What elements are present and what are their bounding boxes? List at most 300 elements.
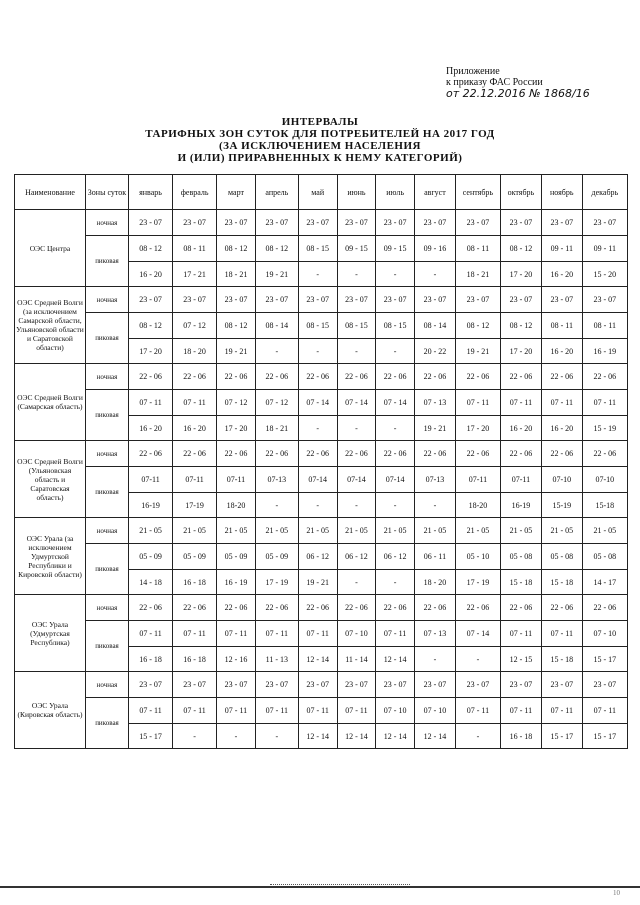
interval-cell: 07 - 14 <box>376 390 415 416</box>
title-line-3: (ЗА ИСКЛЮЧЕНИЕМ НАСЕЛЕНИЯ <box>219 140 421 152</box>
interval-cell: 23 - 07 <box>255 210 298 236</box>
interval-cell: 07 - 11 <box>298 698 337 724</box>
interval-cell: 22 - 06 <box>128 441 172 467</box>
interval-cell: 14 - 17 <box>582 570 627 595</box>
interval-cell: 16 - 20 <box>173 416 217 441</box>
interval-cell: 17 - 21 <box>173 262 217 287</box>
interval-cell: 08 - 12 <box>217 236 256 262</box>
interval-cell: 22 - 06 <box>337 441 376 467</box>
interval-cell: 23 - 07 <box>455 287 500 313</box>
interval-cell: 23 - 07 <box>541 287 582 313</box>
interval-cell: 18 - 20 <box>173 339 217 364</box>
interval-cell: 07 - 12 <box>217 390 256 416</box>
document-title <box>0 116 640 164</box>
interval-cell: 12 - 14 <box>298 647 337 672</box>
interval-cell: 08 - 12 <box>128 236 172 262</box>
header-cell: март <box>217 175 256 210</box>
interval-cell: 16 - 18 <box>500 724 541 749</box>
bottom-dotted-rule <box>270 884 410 885</box>
bottom-rule <box>0 886 640 888</box>
interval-cell: 22 - 06 <box>217 595 256 621</box>
interval-cell: 05 - 08 <box>582 544 627 570</box>
interval-cell: 23 - 07 <box>217 210 256 236</box>
interval-cell: 07-11 <box>500 467 541 493</box>
interval-cell: 16 - 20 <box>128 416 172 441</box>
zone-night: ночная <box>85 441 128 467</box>
interval-cell: 22 - 06 <box>173 364 217 390</box>
interval-cell: 07-11 <box>455 467 500 493</box>
interval-cell: 07 - 11 <box>541 390 582 416</box>
interval-cell: 16 - 20 <box>500 416 541 441</box>
interval-cell: - <box>376 493 415 518</box>
interval-cell: 08 - 11 <box>173 236 217 262</box>
header-cell: ноябрь <box>541 175 582 210</box>
interval-cell: 17 - 20 <box>500 339 541 364</box>
region-name: ОЭС Урала (Кировская область) <box>15 672 86 749</box>
interval-cell: 21 - 05 <box>541 518 582 544</box>
interval-cell: 17 - 19 <box>255 570 298 595</box>
interval-cell: 22 - 06 <box>337 595 376 621</box>
header-cell: октябрь <box>500 175 541 210</box>
interval-cell: 22 - 06 <box>582 441 627 467</box>
header-cell: декабрь <box>582 175 627 210</box>
interval-cell: 22 - 06 <box>582 364 627 390</box>
region-name: ОЭС Центра <box>15 210 86 287</box>
interval-cell: - <box>298 262 337 287</box>
interval-cell: 23 - 07 <box>298 287 337 313</box>
table-row <box>15 467 628 493</box>
header-cell: февраль <box>173 175 217 210</box>
interval-cell: 07 - 11 <box>173 390 217 416</box>
table-row <box>15 236 628 262</box>
interval-cell: 15 - 18 <box>500 570 541 595</box>
interval-cell: 16 - 18 <box>173 647 217 672</box>
interval-cell: 21 - 05 <box>128 518 172 544</box>
interval-cell: 08 - 12 <box>217 313 256 339</box>
zone-peak: пиковая <box>85 390 128 441</box>
interval-cell: 06 - 11 <box>414 544 455 570</box>
interval-cell: 07 - 12 <box>173 313 217 339</box>
interval-cell: 21 - 05 <box>298 518 337 544</box>
interval-cell: 21 - 05 <box>500 518 541 544</box>
interval-cell: 05 - 08 <box>500 544 541 570</box>
interval-cell: 07 - 11 <box>337 698 376 724</box>
interval-cell: 23 - 07 <box>337 210 376 236</box>
region-name: ОЭС Средней Волги (Самарская область) <box>15 364 86 441</box>
interval-cell: 23 - 07 <box>455 210 500 236</box>
interval-cell: - <box>337 339 376 364</box>
interval-cell: - <box>337 493 376 518</box>
interval-cell: 21 - 05 <box>455 518 500 544</box>
interval-cell: 22 - 06 <box>541 364 582 390</box>
interval-cell: 23 - 07 <box>337 287 376 313</box>
annex-line-2: к приказу ФАС России <box>446 77 543 88</box>
interval-cell: 07 - 11 <box>500 698 541 724</box>
interval-cell: 08 - 12 <box>455 313 500 339</box>
interval-cell: 18 - 20 <box>414 570 455 595</box>
header-cell: сентябрь <box>455 175 500 210</box>
table-row <box>15 518 628 544</box>
table-row <box>15 672 628 698</box>
interval-cell: 23 - 07 <box>500 672 541 698</box>
interval-cell: 08 - 12 <box>128 313 172 339</box>
interval-cell: 23 - 07 <box>173 287 217 313</box>
interval-cell: 06 - 12 <box>298 544 337 570</box>
header-cell: август <box>414 175 455 210</box>
title-line-4: И (ИЛИ) ПРИРАВНЕННЫХ К НЕМУ КАТЕГОРИЙ) <box>177 152 463 164</box>
interval-cell: 21 - 05 <box>255 518 298 544</box>
interval-cell: 19 - 21 <box>298 570 337 595</box>
interval-cell: - <box>414 493 455 518</box>
interval-cell: - <box>337 262 376 287</box>
zone-peak: пиковая <box>85 544 128 595</box>
zone-night: ночная <box>85 518 128 544</box>
interval-cell: 22 - 06 <box>376 441 415 467</box>
interval-cell: 07 - 10 <box>414 698 455 724</box>
interval-cell: 08 - 12 <box>255 236 298 262</box>
interval-cell: - <box>414 647 455 672</box>
interval-cell: 08 - 15 <box>298 236 337 262</box>
interval-cell: 07-11 <box>128 467 172 493</box>
table-row <box>15 364 628 390</box>
interval-cell: 15 - 17 <box>541 724 582 749</box>
interval-cell: 07-14 <box>376 467 415 493</box>
interval-cell: 07 - 11 <box>455 390 500 416</box>
interval-cell: 22 - 06 <box>455 441 500 467</box>
interval-cell: - <box>217 724 256 749</box>
interval-cell: 22 - 06 <box>337 364 376 390</box>
interval-cell: 08 - 14 <box>255 313 298 339</box>
interval-cell: 07 - 10 <box>337 621 376 647</box>
interval-cell: 06 - 12 <box>337 544 376 570</box>
header-cell: апрель <box>255 175 298 210</box>
interval-cell: 07 - 11 <box>217 621 256 647</box>
interval-cell: 21 - 05 <box>414 518 455 544</box>
interval-cell: 18 - 21 <box>255 416 298 441</box>
interval-cell: 12 - 15 <box>500 647 541 672</box>
interval-cell: 22 - 06 <box>541 441 582 467</box>
interval-cell: 23 - 07 <box>414 672 455 698</box>
interval-cell: - <box>414 262 455 287</box>
interval-cell: 15 - 18 <box>541 570 582 595</box>
interval-cell: - <box>255 493 298 518</box>
interval-cell: 07 - 14 <box>298 390 337 416</box>
table-row <box>15 544 628 570</box>
interval-cell: - <box>376 339 415 364</box>
interval-cell: - <box>255 724 298 749</box>
interval-cell: 23 - 07 <box>128 287 172 313</box>
interval-cell: 07 - 11 <box>217 698 256 724</box>
interval-cell: 22 - 06 <box>217 364 256 390</box>
zone-night: ночная <box>85 672 128 698</box>
interval-cell: 23 - 07 <box>582 672 627 698</box>
interval-cell: 18-20 <box>455 493 500 518</box>
interval-cell: 16 - 19 <box>582 339 627 364</box>
interval-cell: 06 - 12 <box>376 544 415 570</box>
interval-cell: 15 - 17 <box>582 724 627 749</box>
interval-cell: 22 - 06 <box>414 441 455 467</box>
interval-cell: 09 - 15 <box>337 236 376 262</box>
interval-cell: 16 - 20 <box>541 416 582 441</box>
interval-cell: 07 - 11 <box>173 621 217 647</box>
interval-cell: 23 - 07 <box>255 672 298 698</box>
interval-cell: 05 - 08 <box>541 544 582 570</box>
interval-cell: 23 - 07 <box>500 287 541 313</box>
interval-cell: 22 - 06 <box>128 595 172 621</box>
zone-night: ночная <box>85 364 128 390</box>
interval-cell: 07-13 <box>255 467 298 493</box>
interval-cell: 20 - 22 <box>414 339 455 364</box>
interval-cell: 23 - 07 <box>128 210 172 236</box>
interval-cell: 16 - 18 <box>173 570 217 595</box>
interval-cell: 22 - 06 <box>298 364 337 390</box>
interval-cell: 22 - 06 <box>500 364 541 390</box>
interval-cell: 18-20 <box>217 493 256 518</box>
header-cell: июнь <box>337 175 376 210</box>
interval-cell: 23 - 07 <box>298 210 337 236</box>
table-row <box>15 287 628 313</box>
interval-cell: 18 - 21 <box>455 262 500 287</box>
interval-cell: 07 - 11 <box>541 698 582 724</box>
interval-cell: 09 - 15 <box>376 236 415 262</box>
interval-cell: 22 - 06 <box>376 595 415 621</box>
interval-cell: - <box>455 724 500 749</box>
interval-cell: 23 - 07 <box>298 672 337 698</box>
interval-cell: - <box>337 570 376 595</box>
interval-cell: 07-13 <box>414 467 455 493</box>
interval-cell: 07 - 11 <box>255 621 298 647</box>
interval-cell: 07 - 12 <box>255 390 298 416</box>
interval-cell: 07 - 13 <box>414 621 455 647</box>
interval-cell: 05 - 09 <box>255 544 298 570</box>
interval-cell: 05 - 10 <box>455 544 500 570</box>
interval-cell: 19 - 21 <box>217 339 256 364</box>
interval-cell: - <box>255 339 298 364</box>
header-cell: май <box>298 175 337 210</box>
interval-cell: 23 - 07 <box>255 287 298 313</box>
interval-cell: 23 - 07 <box>455 672 500 698</box>
interval-cell: 09 - 16 <box>414 236 455 262</box>
interval-cell: 08 - 14 <box>414 313 455 339</box>
interval-cell: 23 - 07 <box>217 672 256 698</box>
title-line-2: ТАРИФНЫХ ЗОН СУТОК ДЛЯ ПОТРЕБИТЕЛЕЙ НА 2017 ГОД <box>145 128 495 140</box>
interval-cell: 14 - 18 <box>128 570 172 595</box>
interval-cell: 12 - 16 <box>217 647 256 672</box>
interval-cell: 07 - 11 <box>376 621 415 647</box>
interval-cell: 21 - 05 <box>582 518 627 544</box>
region-name: ОЭС Урала (Удмуртская Республика) <box>15 595 86 672</box>
title-line-1: ИНТЕРВАЛЫ <box>281 116 359 128</box>
header-cell: январь <box>128 175 172 210</box>
interval-cell: 07 - 10 <box>376 698 415 724</box>
interval-cell: 15 - 19 <box>582 416 627 441</box>
region-name: ОЭС Средней Волги (за исключением Самарской области, Ульяновской области и Саратовской области) <box>15 287 86 364</box>
header-cell: Наименование <box>15 175 86 210</box>
interval-cell: 08 - 11 <box>541 313 582 339</box>
interval-cell: 22 - 06 <box>298 441 337 467</box>
interval-cell: 15-18 <box>582 493 627 518</box>
interval-cell: 07 - 11 <box>455 698 500 724</box>
interval-cell: 05 - 09 <box>128 544 172 570</box>
interval-cell: 21 - 05 <box>173 518 217 544</box>
interval-cell: 23 - 07 <box>541 672 582 698</box>
zone-peak: пиковая <box>85 698 128 749</box>
interval-cell: 22 - 06 <box>217 441 256 467</box>
interval-cell: 16 - 19 <box>217 570 256 595</box>
interval-cell: 16 - 20 <box>128 262 172 287</box>
interval-cell: 12 - 14 <box>376 724 415 749</box>
interval-cell: 19 - 21 <box>414 416 455 441</box>
zone-night: ночная <box>85 595 128 621</box>
interval-cell: 23 - 07 <box>500 210 541 236</box>
interval-cell: 15 - 20 <box>582 262 627 287</box>
zone-night: ночная <box>85 210 128 236</box>
interval-cell: 07-10 <box>541 467 582 493</box>
interval-cell: 22 - 06 <box>455 364 500 390</box>
interval-cell: 23 - 07 <box>173 672 217 698</box>
interval-cell: 08 - 15 <box>298 313 337 339</box>
interval-cell: 15 - 18 <box>541 647 582 672</box>
interval-cell: 07-10 <box>582 467 627 493</box>
interval-cell: - <box>376 570 415 595</box>
interval-cell: 22 - 06 <box>500 441 541 467</box>
interval-cell: 16 - 20 <box>541 339 582 364</box>
interval-cell: 17 - 19 <box>455 570 500 595</box>
interval-cell: 22 - 06 <box>582 595 627 621</box>
interval-cell: 07 - 11 <box>582 390 627 416</box>
annex-line-3: от 22.12.2016 № 1868/16 <box>446 87 590 100</box>
interval-cell: 07-11 <box>217 467 256 493</box>
tariff-zones-table <box>14 174 628 749</box>
interval-cell: 05 - 09 <box>173 544 217 570</box>
interval-cell: 07 - 11 <box>500 621 541 647</box>
interval-cell: 16-19 <box>500 493 541 518</box>
interval-cell: 11 - 13 <box>255 647 298 672</box>
interval-cell: 23 - 07 <box>582 287 627 313</box>
interval-cell: 07 - 11 <box>128 390 172 416</box>
interval-cell: 07 - 10 <box>582 621 627 647</box>
interval-cell: 22 - 06 <box>455 595 500 621</box>
interval-cell: 09 - 11 <box>541 236 582 262</box>
interval-cell: 07-14 <box>298 467 337 493</box>
interval-cell: 12 - 14 <box>298 724 337 749</box>
table-row <box>15 313 628 339</box>
interval-cell: - <box>298 339 337 364</box>
interval-cell: 08 - 15 <box>337 313 376 339</box>
interval-cell: 22 - 06 <box>414 595 455 621</box>
interval-cell: 22 - 06 <box>541 595 582 621</box>
interval-cell: 19 - 21 <box>255 262 298 287</box>
interval-cell: 15 - 17 <box>582 647 627 672</box>
interval-cell: 22 - 06 <box>255 364 298 390</box>
interval-cell: 08 - 15 <box>376 313 415 339</box>
interval-cell: 08 - 11 <box>455 236 500 262</box>
interval-cell: 23 - 07 <box>173 210 217 236</box>
interval-cell: 17 - 20 <box>455 416 500 441</box>
interval-cell: 23 - 07 <box>376 287 415 313</box>
interval-cell: 22 - 06 <box>414 364 455 390</box>
interval-cell: 08 - 12 <box>500 313 541 339</box>
interval-cell: 16 - 20 <box>541 262 582 287</box>
interval-cell: 22 - 06 <box>298 595 337 621</box>
interval-cell: 17-19 <box>173 493 217 518</box>
interval-cell: 15 - 17 <box>128 724 172 749</box>
interval-cell: 23 - 07 <box>541 210 582 236</box>
interval-cell: 23 - 07 <box>376 210 415 236</box>
interval-cell: 07 - 11 <box>298 621 337 647</box>
header-cell: Зоны суток <box>85 175 128 210</box>
interval-cell: 07-11 <box>173 467 217 493</box>
interval-cell: 07-14 <box>337 467 376 493</box>
interval-cell: - <box>337 416 376 441</box>
zone-peak: пиковая <box>85 467 128 518</box>
interval-cell: 07 - 11 <box>541 621 582 647</box>
interval-cell: 07 - 13 <box>414 390 455 416</box>
interval-cell: 22 - 06 <box>500 595 541 621</box>
interval-cell: 23 - 07 <box>376 672 415 698</box>
interval-cell: 08 - 12 <box>500 236 541 262</box>
interval-cell: 22 - 06 <box>376 364 415 390</box>
interval-cell: 21 - 05 <box>376 518 415 544</box>
table-row <box>15 390 628 416</box>
interval-cell: 22 - 06 <box>128 364 172 390</box>
interval-cell: 22 - 06 <box>255 441 298 467</box>
interval-cell: 23 - 07 <box>128 672 172 698</box>
header-cell: июль <box>376 175 415 210</box>
interval-cell: 15-19 <box>541 493 582 518</box>
interval-cell: 22 - 06 <box>173 595 217 621</box>
interval-cell: 23 - 07 <box>414 287 455 313</box>
header-row <box>15 175 628 210</box>
interval-cell: 17 - 20 <box>128 339 172 364</box>
interval-cell: 08 - 11 <box>582 313 627 339</box>
interval-cell: 23 - 07 <box>582 210 627 236</box>
interval-cell: 05 - 09 <box>217 544 256 570</box>
table-row <box>15 621 628 647</box>
zone-night: ночная <box>85 287 128 313</box>
interval-cell: 21 - 05 <box>217 518 256 544</box>
interval-cell: 07 - 11 <box>582 698 627 724</box>
interval-cell: 12 - 14 <box>337 724 376 749</box>
region-name: ОЭС Урала (за исключением Удмуртской Республики и Кировской области) <box>15 518 86 595</box>
interval-cell: 21 - 05 <box>337 518 376 544</box>
zone-peak: пиковая <box>85 236 128 287</box>
interval-cell: 07 - 11 <box>128 621 172 647</box>
zone-peak: пиковая <box>85 313 128 364</box>
interval-cell: 12 - 14 <box>414 724 455 749</box>
interval-cell: - <box>455 647 500 672</box>
interval-cell: 22 - 06 <box>173 441 217 467</box>
page-number: 10 <box>613 889 620 897</box>
interval-cell: - <box>376 416 415 441</box>
zone-peak: пиковая <box>85 621 128 672</box>
interval-cell: 07 - 14 <box>337 390 376 416</box>
interval-cell: 07 - 11 <box>173 698 217 724</box>
interval-cell: 23 - 07 <box>217 287 256 313</box>
interval-cell: 07 - 14 <box>455 621 500 647</box>
annex-line-1: Приложение <box>446 66 500 77</box>
interval-cell: - <box>173 724 217 749</box>
interval-cell: 11 - 14 <box>337 647 376 672</box>
interval-cell: 23 - 07 <box>337 672 376 698</box>
interval-cell: 12 - 14 <box>376 647 415 672</box>
table-row <box>15 210 628 236</box>
interval-cell: 22 - 06 <box>255 595 298 621</box>
table-row <box>15 595 628 621</box>
interval-cell: 16-19 <box>128 493 172 518</box>
interval-cell: - <box>298 493 337 518</box>
interval-cell: 23 - 07 <box>414 210 455 236</box>
